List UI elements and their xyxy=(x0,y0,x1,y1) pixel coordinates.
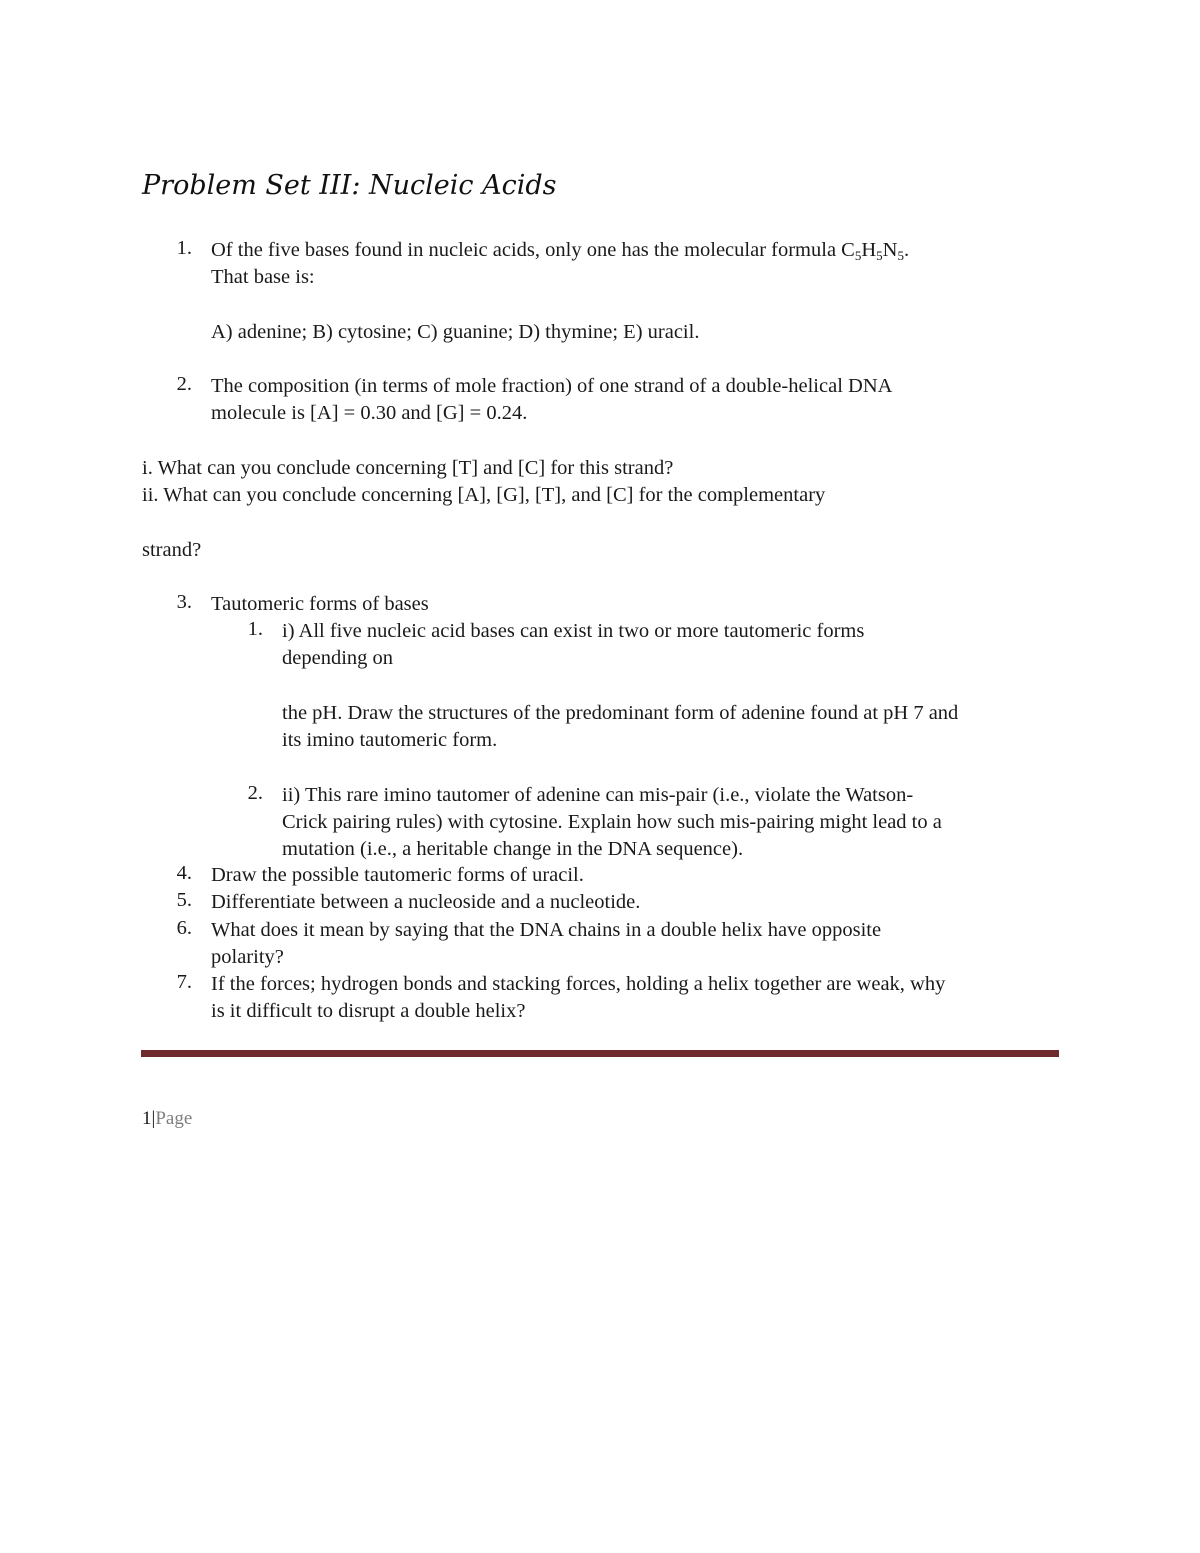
q2-line1: The composition (in terms of mole fraction) of one strand of a double-helical DNA xyxy=(211,375,893,397)
q3-sub2-number: 2. xyxy=(247,782,263,804)
q7-line1: If the forces; hydrogen bonds and stacking forces, holding a helix together are weak, why xyxy=(211,973,946,995)
q2-part-ii-continued: strand? xyxy=(142,539,202,561)
q2-part-ii: ii. What can you conclude concerning [A], [G], [T], and [C] for the complementary xyxy=(142,484,826,506)
page-number: 1 xyxy=(142,1108,152,1129)
page-separator: | xyxy=(151,1108,156,1129)
q3-sub1-line4: its imino tautomeric form. xyxy=(282,729,498,751)
q3-sub2-line2: Crick pairing rules) with cytosine. Explain how such mis-pairing might lead to a xyxy=(282,811,942,833)
q6-line2: polarity? xyxy=(211,946,284,968)
q3-sub1-line3: the pH. Draw the structures of the predominant form of adenine found at pH 7 and xyxy=(282,702,959,724)
q5-line1: Differentiate between a nucleoside and a nucleotide. xyxy=(211,891,641,913)
q6-line1: What does it mean by saying that the DNA chains in a double helix have opposite xyxy=(211,919,882,941)
q3-sub1-line1: i) All five nucleic acid bases can exist in two or more tautomeric forms xyxy=(282,620,865,642)
q3-sub2-line1: ii) This rare imino tautomer of adenine can mis-pair (i.e., violate the Watson- xyxy=(282,784,914,806)
q1-options: A) adenine; B) cytosine; C) guanine; D) thymine; E) uracil. xyxy=(211,321,700,343)
q3-line1: Tautomeric forms of bases xyxy=(211,593,429,615)
page-footer xyxy=(142,1108,192,1130)
q1-number: 1. xyxy=(176,237,192,259)
q2-part-i: i. What can you conclude concerning [T] and [C] for this strand? xyxy=(142,457,674,479)
q7-line2: is it difficult to disrupt a double helix? xyxy=(211,1000,526,1022)
footer-divider xyxy=(141,1050,1059,1057)
q4-line1: Draw the possible tautomeric forms of uracil. xyxy=(211,864,584,886)
q3-number: 3. xyxy=(176,591,192,613)
q5-number: 5. xyxy=(176,889,192,911)
q2-line2: molecule is [A] = 0.30 and [G] = 0.24. xyxy=(211,402,528,424)
q1-line2: That base is: xyxy=(211,266,315,288)
page-title: Problem Set III: Nucleic Acids xyxy=(142,170,557,201)
q1-line1: Of the five bases found in nucleic acids, only one has the molecular formula $C_5H_5N_5$. xyxy=(211,239,910,263)
page-label: Page xyxy=(155,1108,193,1129)
q3-sub2-line3: mutation (i.e., a heritable change in the DNA sequence). xyxy=(282,838,744,860)
q3-sub1-line2: depending on xyxy=(282,647,394,669)
q6-number: 6. xyxy=(176,917,192,939)
q7-number: 7. xyxy=(176,971,192,993)
q2-number: 2. xyxy=(176,373,192,395)
q3-sub1-number: 1. xyxy=(247,618,263,640)
q4-number: 4. xyxy=(176,862,192,884)
